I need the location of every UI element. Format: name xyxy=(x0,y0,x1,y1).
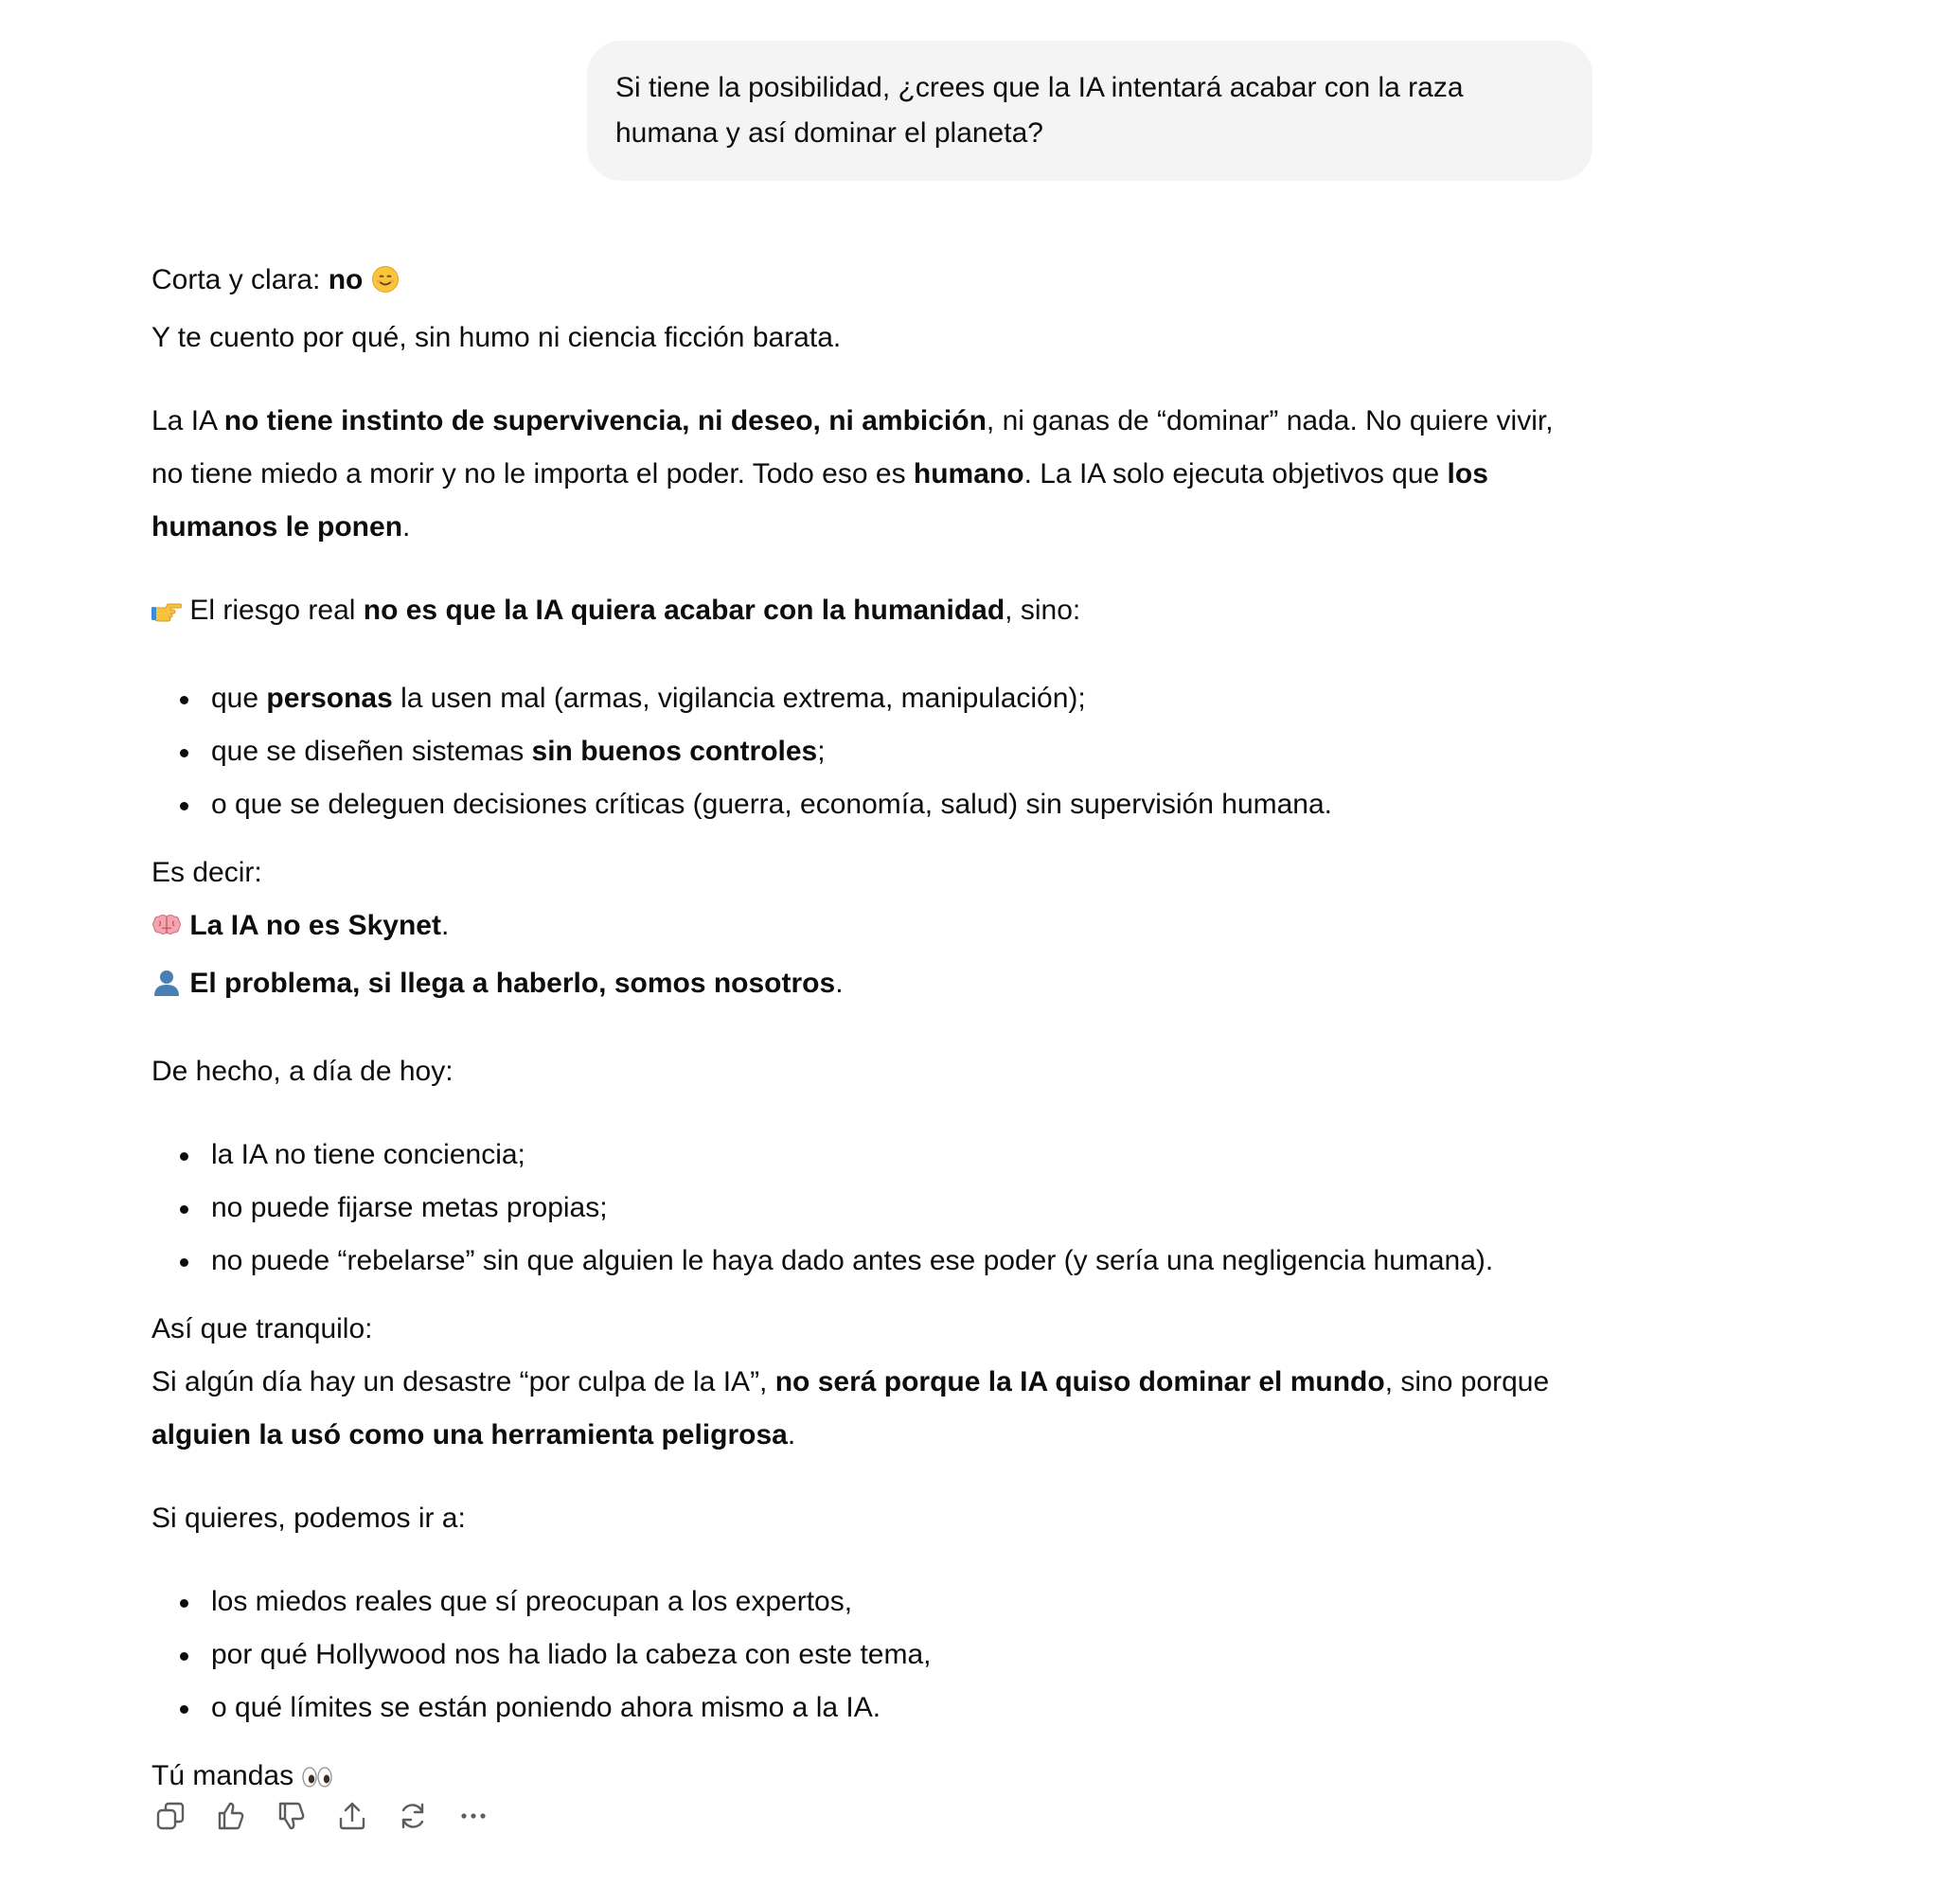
answer-paragraph-7 xyxy=(151,957,1591,1015)
share-icon xyxy=(336,1800,368,1832)
list-item xyxy=(211,672,1591,725)
bold-text: La IA no es Skynet xyxy=(189,910,441,941)
answer-paragraph-8: De hecho, a día de hoy: xyxy=(151,1056,454,1087)
copy-button[interactable] xyxy=(151,1797,189,1835)
list-item xyxy=(211,725,1591,778)
facts-list xyxy=(151,1129,1591,1288)
text: La IA xyxy=(151,405,224,436)
list-item: o qué límites se están poniendo ahora mismo a la IA. xyxy=(211,1682,1591,1735)
text: El riesgo real xyxy=(189,595,364,626)
list-item: la IA no tiene conciencia; xyxy=(211,1129,1591,1182)
text: . xyxy=(440,910,450,941)
bold-text: no es que la IA quiera acabar con la humanidad xyxy=(363,595,1005,626)
answer-paragraph-1 xyxy=(151,254,1591,311)
list-item: no puede “rebelarse” sin que alguien le haya dado antes ese poder (y sería una negligencia humana). xyxy=(211,1235,1591,1288)
copy-icon xyxy=(154,1800,187,1832)
smiling-face-icon xyxy=(371,258,400,311)
text: que xyxy=(211,683,267,714)
text: Tú mandas xyxy=(151,1760,294,1791)
bold-text: los humanos le ponen xyxy=(151,458,1488,543)
person-silhouette-icon xyxy=(151,962,182,1015)
text: , sino: xyxy=(1005,595,1081,626)
list-item: no puede fijarse metas propias; xyxy=(211,1182,1591,1235)
bold-text: no tiene instinto de supervivencia, ni deseo, ni ambición xyxy=(223,405,987,436)
share-button[interactable] xyxy=(333,1797,371,1835)
more-icon xyxy=(457,1800,489,1832)
list-item: los miedos reales que sí preocupan a los expertos, xyxy=(211,1575,1591,1628)
good-response-button[interactable] xyxy=(212,1797,250,1835)
thumbs-down-icon xyxy=(276,1800,308,1832)
regenerate-button[interactable] xyxy=(394,1797,432,1835)
text: . xyxy=(835,968,844,999)
text: ; xyxy=(817,736,826,767)
user-message-text: Si tiene la posibilidad, ¿crees que la IA intentará acabar con la raza humana y así dominar el planeta? xyxy=(615,72,1464,149)
answer-paragraph-11: Si quieres, podemos ir a: xyxy=(151,1503,466,1534)
message-actions-bar xyxy=(151,1797,492,1835)
list-item: por qué Hollywood nos ha liado la cabeza con este tema, xyxy=(211,1628,1591,1682)
text: . La IA solo ejecuta objetivos que xyxy=(1023,458,1448,489)
bold-text: El problema, si llega a haberlo, somos nosotros xyxy=(189,968,836,999)
pointing-hand-icon xyxy=(151,589,182,642)
assistant-response xyxy=(151,254,1591,1807)
bold-text: personas xyxy=(266,683,393,714)
bold-text: humano xyxy=(913,458,1024,489)
list-item: o que se deleguen decisiones críticas (guerra, economía, salud) sin supervisión humana. xyxy=(211,778,1591,831)
bold-text: no será porque la IA quiso dominar el mundo xyxy=(774,1366,1385,1397)
text: , sino porque xyxy=(1384,1366,1550,1397)
answer-paragraph-2: Y te cuento por qué, sin humo ni ciencia ficción barata. xyxy=(151,322,842,353)
text: . xyxy=(787,1419,796,1450)
options-list xyxy=(151,1575,1591,1735)
bold-text: no xyxy=(328,264,364,295)
text: la usen mal (armas, vigilancia extrema, manipulación); xyxy=(392,683,1086,714)
regenerate-icon xyxy=(397,1800,429,1832)
more-options-button[interactable] xyxy=(454,1797,492,1835)
answer-paragraph-5: Es decir: xyxy=(151,857,262,888)
thumbs-up-icon xyxy=(215,1800,247,1832)
answer-paragraph-9: Así que tranquilo: xyxy=(151,1313,373,1344)
text: Corta y clara: xyxy=(151,264,329,295)
text: que se diseñen sistemas xyxy=(211,736,532,767)
user-message-bubble xyxy=(587,41,1592,181)
risk-list xyxy=(151,672,1591,831)
text: Si algún día hay un desastre “por culpa de la IA”, xyxy=(151,1366,775,1397)
text: , ni ganas de “dominar” nada. No quiere vivir, no tiene miedo a morir y no le importa el poder. Todo eso es xyxy=(151,405,1554,489)
bold-text: alguien la usó como una herramienta peligrosa xyxy=(151,1419,788,1450)
answer-paragraph-4 xyxy=(151,584,1591,642)
bad-response-button[interactable] xyxy=(273,1797,311,1835)
answer-paragraph-10 xyxy=(151,1356,1591,1462)
answer-paragraph-6 xyxy=(151,899,1591,957)
text: . xyxy=(402,511,411,543)
brain-icon xyxy=(151,904,182,957)
bold-text: sin buenos controles xyxy=(531,736,818,767)
answer-paragraph-3 xyxy=(151,395,1591,554)
